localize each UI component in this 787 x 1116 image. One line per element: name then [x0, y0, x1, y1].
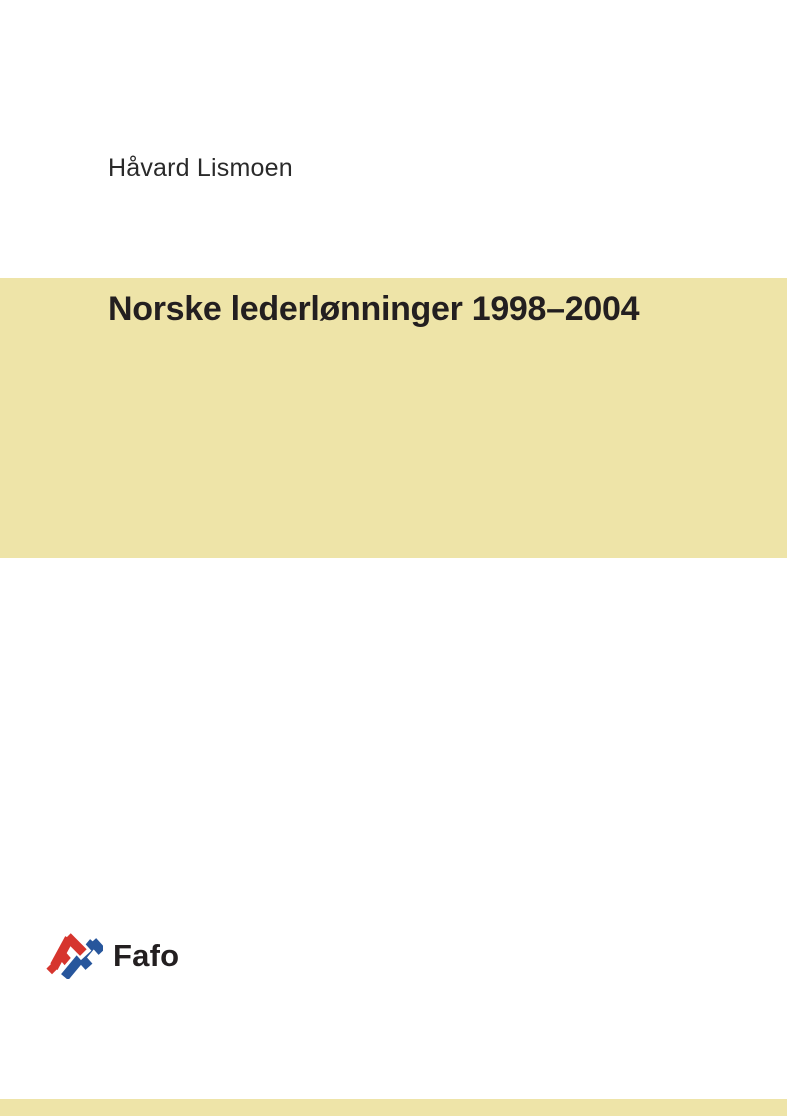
fafo-logo-icon — [45, 929, 103, 979]
report-title: Norske lederlønninger 1998–2004 — [108, 290, 640, 328]
title-band — [0, 278, 787, 558]
fafo-logo-text: Fafo — [113, 937, 180, 973]
author-name: Håvard Lismoen — [108, 154, 293, 182]
footer-band — [0, 1099, 787, 1116]
fafo-logo — [45, 927, 179, 980]
